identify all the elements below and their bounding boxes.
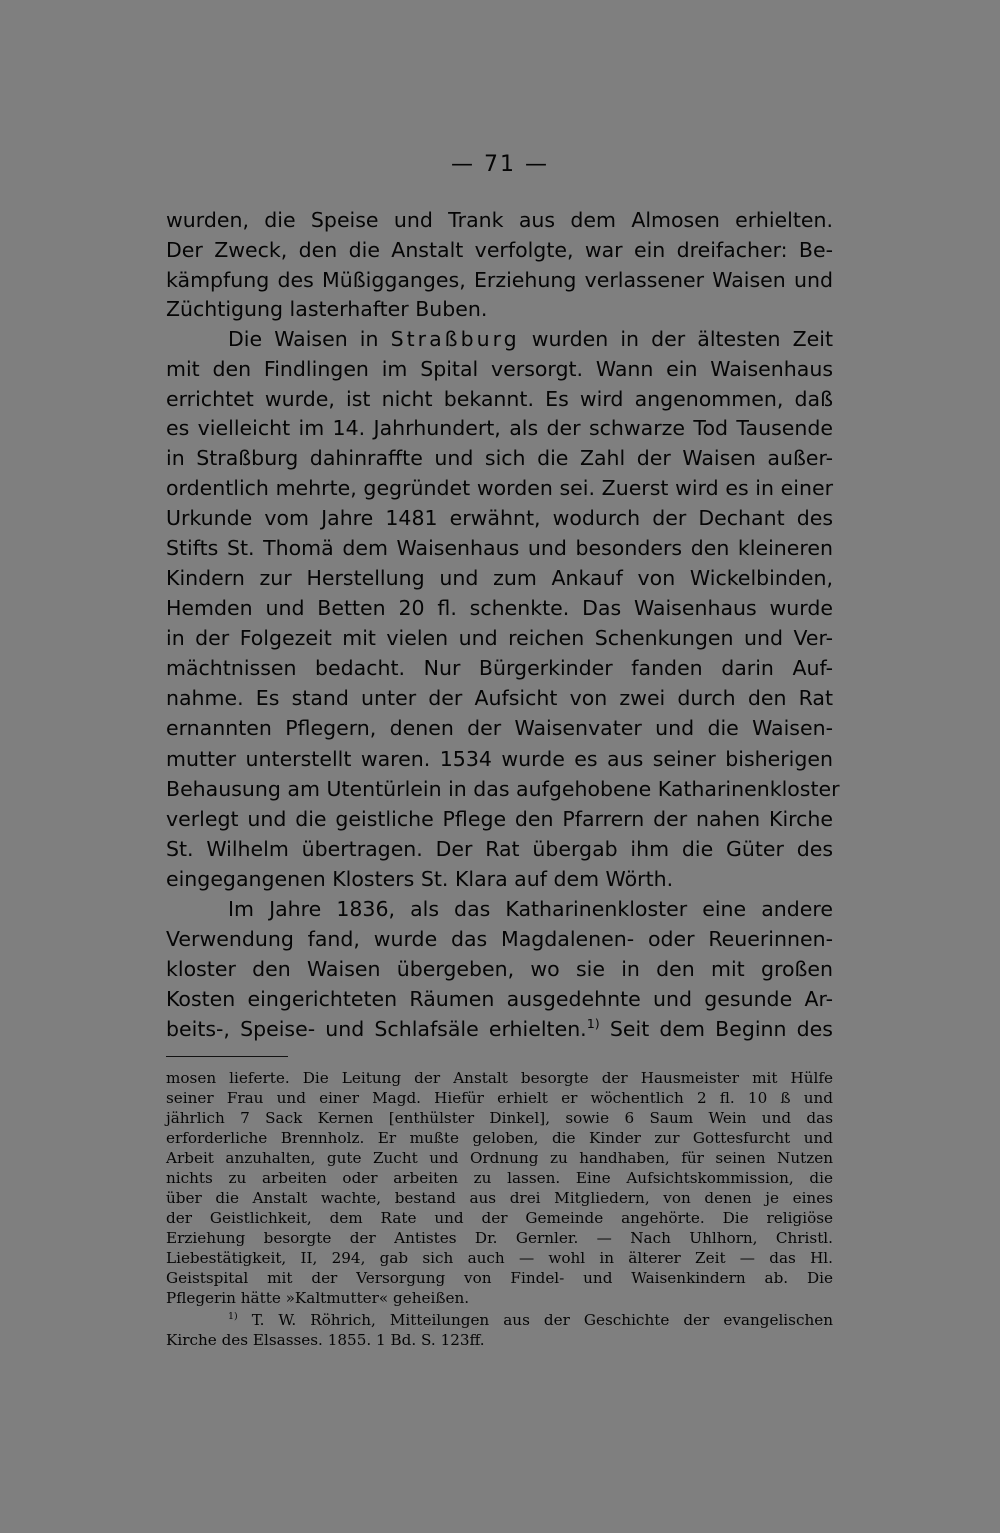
text-line: eingegangenen Klosters St. Klara auf dem Wörth.: [166, 867, 674, 891]
text-line: mit den Findlingen im Spital versorgt. Wann ein Waisenhaus: [166, 357, 833, 381]
footnote-separator: [166, 1056, 288, 1057]
text-line: in der Folgezeit mit vielen und reichen Schenkungen und Ver-: [166, 626, 833, 650]
text-line: Urkunde vom Jahre 1481 erwähnt, wodurch der Dechant des: [166, 506, 833, 530]
text-line: mächtnissen bedacht. Nur Bürgerkinder fanden darin Auf-: [166, 656, 833, 680]
page-number: — 71 —: [451, 152, 549, 177]
footnote-line: Geistspital mit der Versorgung von Findel- und Waisenkindern ab. Die: [166, 1269, 833, 1287]
footnote-marker: 1): [586, 1016, 600, 1032]
footnote-line: Liebestätigkeit, II, 294, gab sich auch — wohl in älterer Zeit — das Hl.: [166, 1249, 833, 1267]
text-line: Hemden und Betten 20 fl. schenkte. Das Waisenhaus wurde: [166, 596, 833, 620]
footnote-line: seiner Frau und einer Magd. Hiefür erhielt er wöchentlich 2 fl. 10 ß und: [166, 1089, 833, 1107]
footnote-line: Erziehung besorgte der Antistes Dr. Gernler. — Nach Uhlhorn, Christl.: [166, 1229, 833, 1247]
text-line: kloster den Waisen übergeben, wo sie in den mit großen: [166, 957, 833, 981]
text-line: Verwendung fand, wurde das Magdalenen- oder Reuerinnen-: [166, 927, 833, 951]
footnote-line: jährlich 7 Sack Kernen [enthülster Dinkel], sowie 6 Saum Wein und das: [166, 1109, 833, 1127]
text-line: wurden, die Speise und Trank aus dem Almosen erhielten.: [166, 208, 833, 232]
footnote-line: Arbeit anzuhalten, gute Zucht und Ordnung zu handhaben, für seinen Nutzen: [166, 1149, 833, 1167]
footnote-marker: 1): [228, 1310, 238, 1322]
text-line: in Straßburg dahinraffte und sich die Zahl der Waisen außer-: [166, 446, 833, 470]
text-line: Stifts St. Thomä dem Waisenhaus und besonders den kleineren: [166, 536, 833, 560]
text-line: nahme. Es stand unter der Aufsicht von zwei durch den Rat: [166, 686, 833, 710]
text-segment: Die Waisen in: [228, 327, 379, 351]
footnote-line: Pflegerin hätte »Kaltmutter« geheißen.: [166, 1289, 470, 1307]
text-line: [166, 1015, 833, 1045]
text-line: verlegt und die geistliche Pflege den Pfarrern der nahen Kirche: [166, 807, 833, 831]
footnote-line: nichts zu arbeiten oder arbeiten zu lassen. Eine Aufsichtskommission, die: [166, 1169, 833, 1187]
text-line: [166, 325, 833, 355]
text-line: St. Wilhelm übertragen. Der Rat übergab ihm die Güter des: [166, 837, 833, 861]
footnote-line: mosen lieferte. Die Leitung der Anstalt besorgte der Hausmeister mit Hülfe: [166, 1069, 833, 1087]
text-line: errichtet wurde, ist nicht bekannt. Es wird angenommen, daß: [166, 387, 833, 411]
footnote-line: erforderliche Brennholz. Er mußte geloben, die Kinder zur Gottesfurcht und: [166, 1129, 833, 1147]
text-line: Kindern zur Herstellung und zum Ankauf von Wickelbinden,: [166, 566, 833, 590]
footnote-line: über die Anstalt wachte, bestand aus drei Mitgliedern, von denen je eines: [166, 1189, 833, 1207]
text-segment: Seit dem Beginn des: [609, 1017, 833, 1041]
place-name-spaced: Straßburg: [390, 327, 520, 351]
text-line: Im Jahre 1836, als das Katharinenkloster eine andere: [228, 897, 833, 921]
text-line: ordentlich mehrte, gegründet worden sei. Zuerst wird es in einer: [166, 476, 833, 500]
text-line: ernannten Pflegern, denen der Waisenvater und die Waisen-: [166, 716, 833, 740]
text-segment: wurden in der ältesten Zeit: [531, 327, 833, 351]
text-line: mutter unterstellt waren. 1534 wurde es aus seiner bisherigen: [166, 747, 833, 771]
text-segment: T. W. Röhrich, Mitteilungen aus der Geschichte der evangelischen: [251, 1311, 834, 1329]
footnote-line: [166, 1310, 833, 1330]
text-line: kämpfung des Müßigganges, Erziehung verlassener Waisen und: [166, 268, 833, 292]
footnote-line: Kirche des Elsasses. 1855. 1 Bd. S. 123ff.: [166, 1331, 485, 1349]
text-line: es vielleicht im 14. Jahrhundert, als der schwarze Tod Tausende: [166, 416, 833, 440]
text-segment: beits-, Speise- und Schlafsäle erhielten.: [166, 1017, 587, 1041]
text-line: Behausung am Utentürlein in das aufgehobene Katharinenkloster: [166, 777, 840, 801]
text-line: Züchtigung lasterhafter Buben.: [166, 297, 488, 321]
footnote-line: der Geistlichkeit, dem Rate und der Gemeinde angehörte. Die religiöse: [166, 1209, 833, 1227]
text-line: Der Zweck, den die Anstalt verfolgte, war ein dreifacher: Be-: [166, 238, 833, 262]
text-line: Kosten eingerichteten Räumen ausgedehnte und gesunde Ar-: [166, 987, 833, 1011]
